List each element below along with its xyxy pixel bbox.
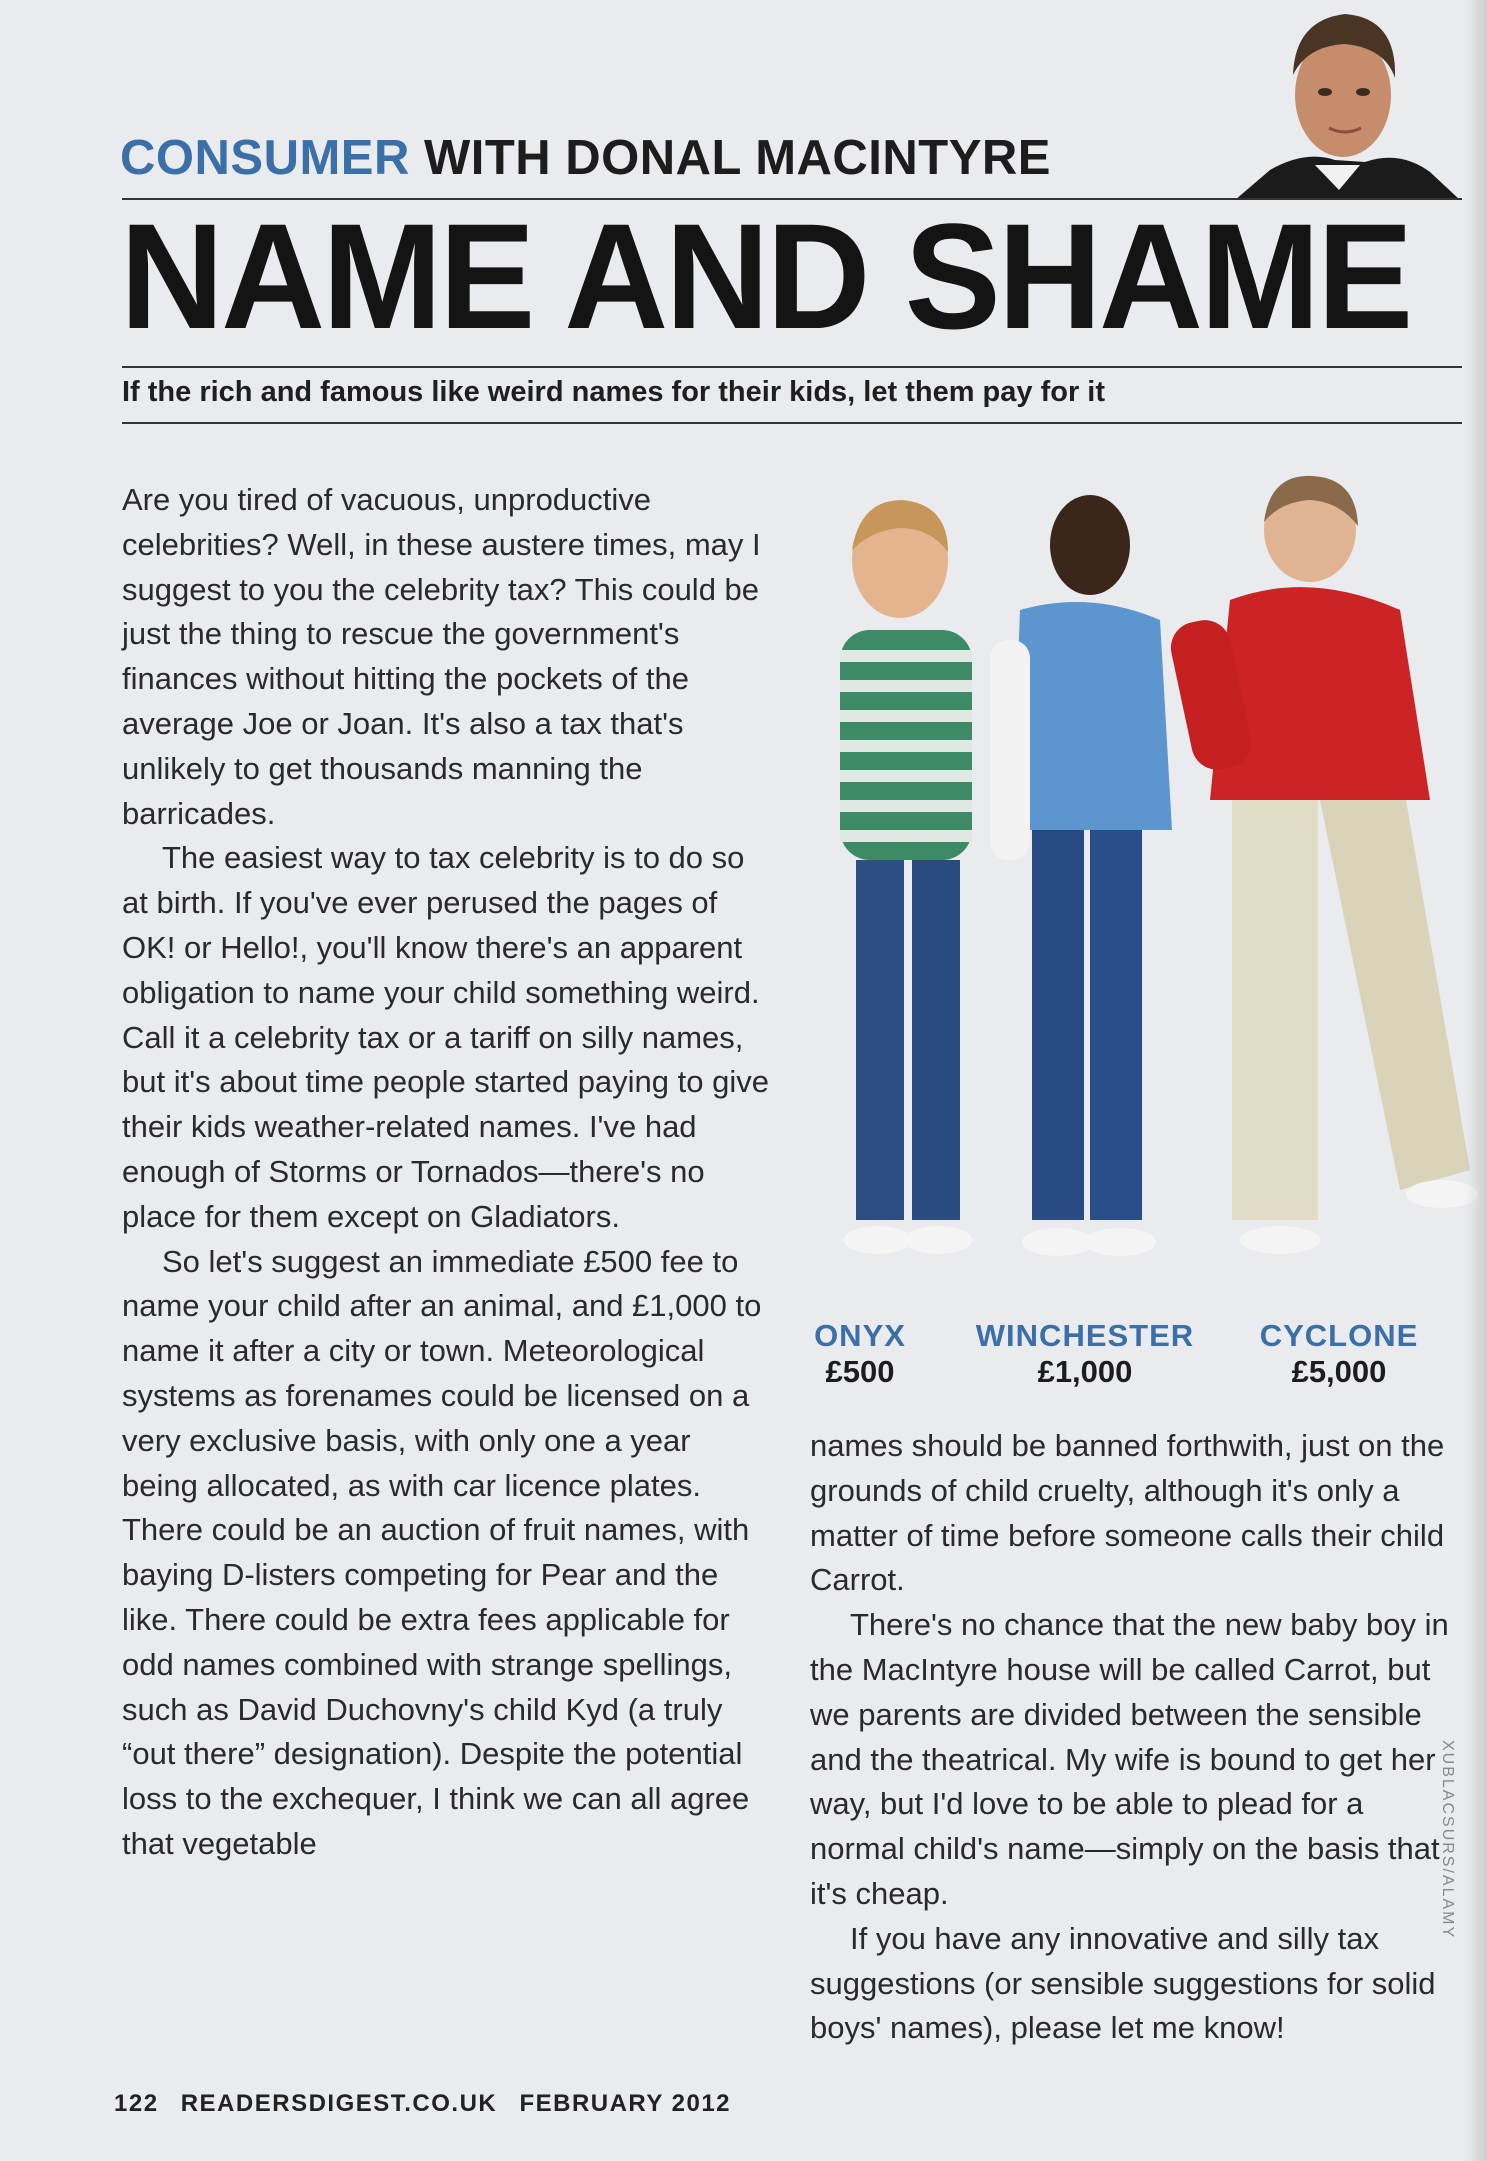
boy-onyx [840, 500, 972, 1254]
caption-cyclone [1244, 1318, 1434, 1390]
page-edge-shadow [1465, 0, 1487, 2161]
caption-price: £1,000 [1037, 1354, 1133, 1389]
body-column-right [810, 1424, 1460, 2051]
caption-price: £5,000 [1291, 1354, 1387, 1389]
caption-name: ONYX [814, 1318, 906, 1353]
photo-captions [800, 1318, 1460, 1398]
author-photo [1215, 0, 1460, 200]
paragraph: The easiest way to tax celebrity is to do so at birth. If you've ever perused the pages of OK! or Hello!, you'll know there's an apparent obligation to name your child something weird. Call it a celebrity tax or a tariff on silly names, but it's about time people started paying to give their kids weather-related names. I've had enough of Storms or Tornados—there's no place for them except on Gladiators. [122, 840, 769, 1234]
mid-rule [122, 366, 1462, 368]
boy-winchester [990, 495, 1172, 1256]
headline: NAME AND SHAME [120, 192, 1411, 360]
bottom-rule [122, 422, 1462, 424]
page-number: 122 [114, 2090, 159, 2117]
caption-winchester [962, 1318, 1208, 1390]
boy-cyclone [1166, 476, 1478, 1254]
footer-site: READERSDIGEST.CO.UK [180, 2090, 498, 2117]
section-kicker [120, 130, 1051, 186]
section-label: CONSUMER [120, 131, 410, 185]
caption-name: CYCLONE [1259, 1318, 1419, 1353]
paragraph: Are you tired of vacuous, unproductive celebrities? Well, in these austere times, may I suggest to you the celebrity tax? This could be just the thing to rescue the government's finances without hitting the pockets of the average Joe or Joan. It's also a tax that's unlikely to get thousands manning the barricades. [122, 482, 761, 831]
paragraph: names should be banned forthwith, just on the grounds of child cruelty, although it's only a matter of time before someone calls their child Carrot. [810, 1428, 1445, 1598]
caption-name: WINCHESTER [975, 1318, 1195, 1353]
byline: WITH DONAL MACINTYRE [423, 131, 1051, 185]
footer-date: FEBRUARY 2012 [519, 2090, 732, 2117]
page-footer [114, 2090, 731, 2118]
paragraph: There's no chance that the new baby boy in the MacIntyre house will be called Carrot, but we parents are divided between the sensible and the theatrical. My wife is bound to get her way, but I'd love to be able to plead for a normal child's name—simply on the basis that it's cheap. [810, 1607, 1449, 1911]
children-photo [780, 470, 1480, 1330]
paragraph: So let's suggest an immediate £500 fee to name your child after an animal, and £1,000 to name it after a city or town. Meteorological systems as forenames could be licensed on a very exclusive basis, with only one a year being allocated, as with car licence plates. There could be an auction of fruit names, with baying D-listers competing for Pear and the like. There could be extra fees applicable for odd names combined with strange spellings, such as David Duchovny's child Kyd (a truly “out there” designation). Despite the potential loss to the exchequer, I think we can all agree that vegetable [122, 1243, 762, 1861]
body-column-left [122, 478, 772, 1867]
paragraph: If you have any innovative and silly tax suggestions (or sensible suggestions for solid boys' names), please let me know! [810, 1920, 1436, 2046]
caption-price: £500 [825, 1354, 895, 1389]
standfirst: If the rich and famous like weird names for their kids, let them pay for it [122, 376, 1105, 408]
caption-onyx [800, 1318, 920, 1390]
photo-credit: XUBLACSURS/ALAMY [1439, 1740, 1456, 1940]
